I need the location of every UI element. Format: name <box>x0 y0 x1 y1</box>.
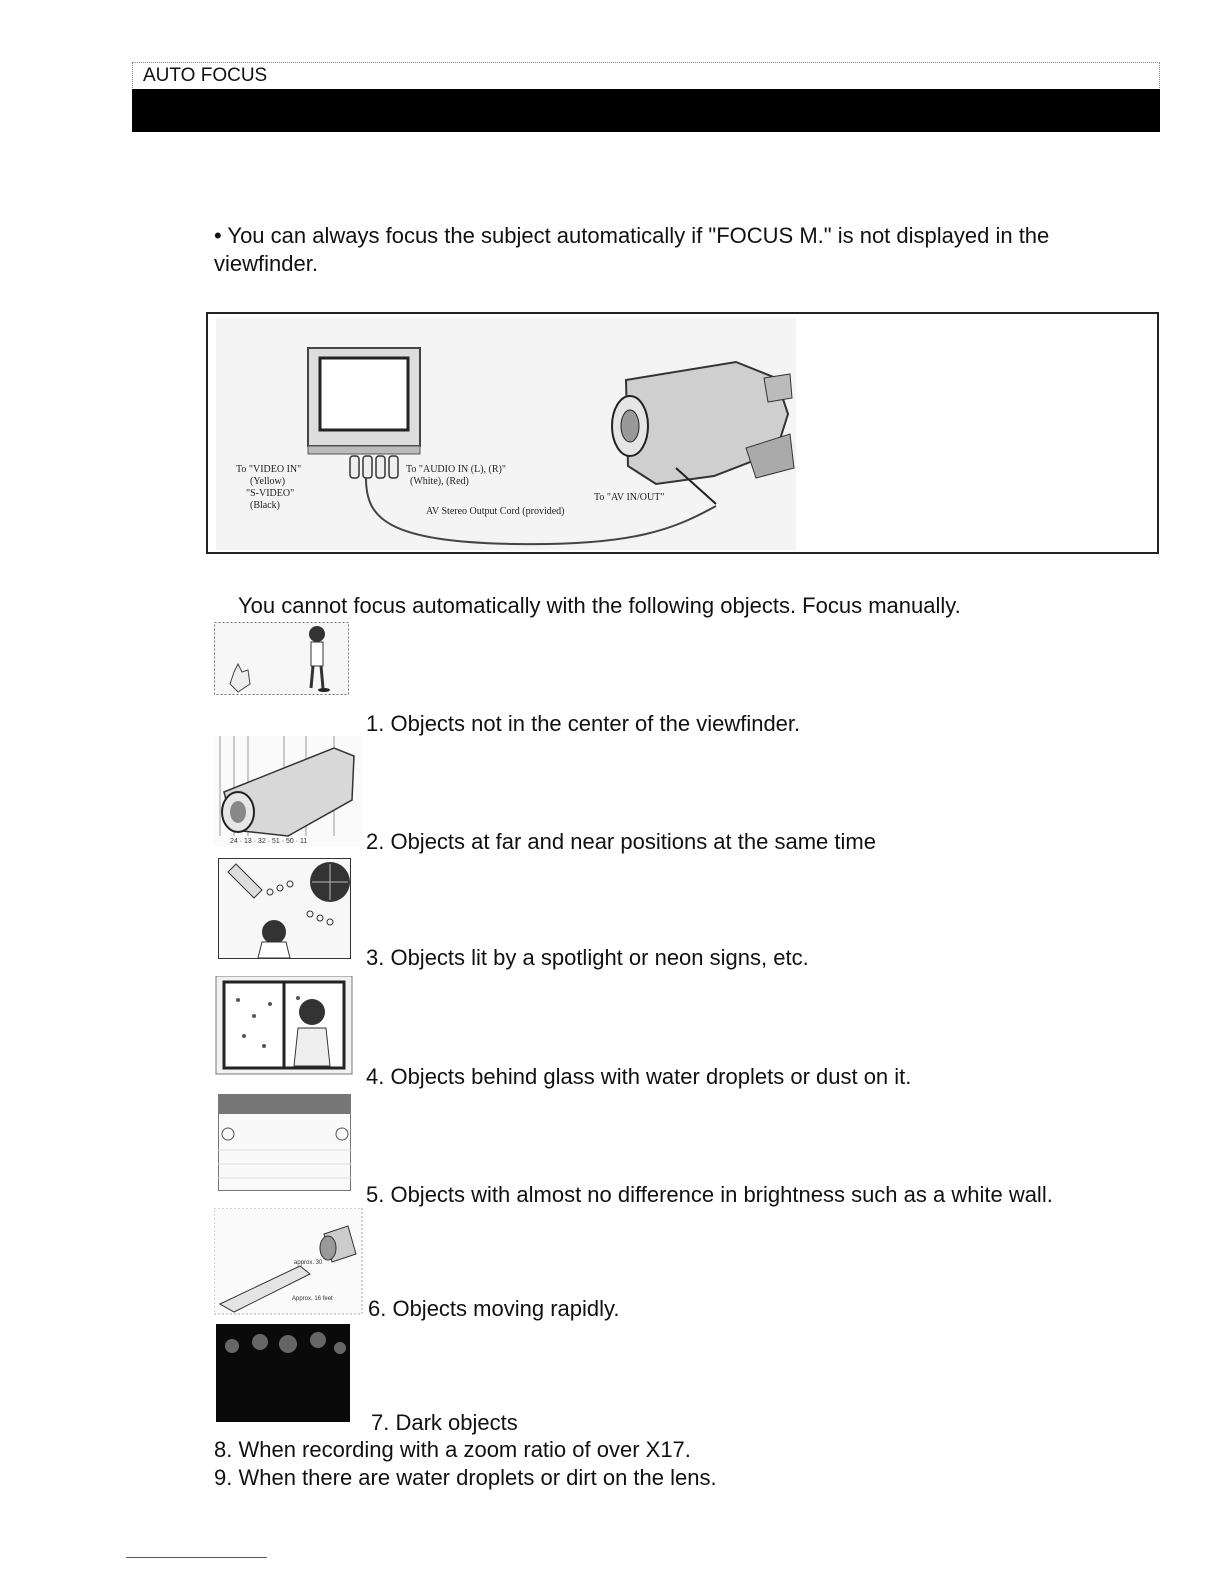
page-link-underline[interactable] <box>126 1557 267 1558</box>
label-audio-in: To "AUDIO IN (L), (R)" <box>406 464 506 475</box>
label-video-in-color: (Yellow) <box>250 476 286 487</box>
distance-ticks: 24 · 13 · 32 · 51 · 50 · 11 <box>230 838 308 845</box>
tv-icon <box>308 348 420 454</box>
item-5-text: 5. Objects with almost no difference in brightness such as a white wall. <box>366 1182 1053 1207</box>
label-s-video: "S-VIDEO" <box>246 488 295 499</box>
item-6-text: 6. Objects moving rapidly. <box>368 1296 620 1321</box>
label-s-video-color: (Black) <box>250 500 280 511</box>
distance-label: Approx. 16 feet <box>292 1296 333 1302</box>
label-video-in: To "VIDEO IN" <box>236 464 302 475</box>
intro-note: • You can always focus the subject automatically if "FOCUS M." is not displayed in the viewfinder. <box>214 223 1050 276</box>
thumb-far-near-camcorder <box>214 736 362 846</box>
section-header-bar <box>132 89 1160 132</box>
thumb-glass-droplets <box>214 976 358 1080</box>
item-1-text: 1. Objects not in the center of the viewfinder. <box>366 711 801 736</box>
connection-figure <box>206 312 1159 554</box>
thumb-white-wall <box>214 1094 356 1194</box>
item-4-text: 4. Objects behind glass with water droplets or dust on it. <box>366 1064 912 1089</box>
label-audio-in-color: (White), (Red) <box>410 476 469 487</box>
speed-label: approx. 30 <box>294 1260 323 1266</box>
manual-focus-lead: You cannot focus automatically with the following objects. Focus manually. <box>238 593 961 618</box>
item-9-text: 9. When there are water droplets or dirt on the lens. <box>214 1465 717 1490</box>
item-3-text: 3. Objects lit by a spotlight or neon signs, etc. <box>366 945 809 970</box>
section-header-label: AUTO FOCUS <box>132 62 1160 88</box>
label-cord: AV Stereo Output Cord (provided) <box>426 506 565 517</box>
thumb-spotlight-neon <box>214 858 358 962</box>
thumb-dark-objects <box>214 1324 354 1424</box>
connection-illustration <box>216 318 796 550</box>
thumb-fast-moving <box>214 1208 364 1316</box>
item-8-text: 8. When recording with a zoom ratio of over X17. <box>214 1437 691 1462</box>
label-av-inout: To "AV IN/OUT" <box>594 492 665 503</box>
thumb-off-center-subject <box>214 622 356 700</box>
item-7-text: 7. Dark objects <box>371 1410 518 1435</box>
item-2-text: 2. Objects at far and near positions at the same time <box>366 829 876 854</box>
